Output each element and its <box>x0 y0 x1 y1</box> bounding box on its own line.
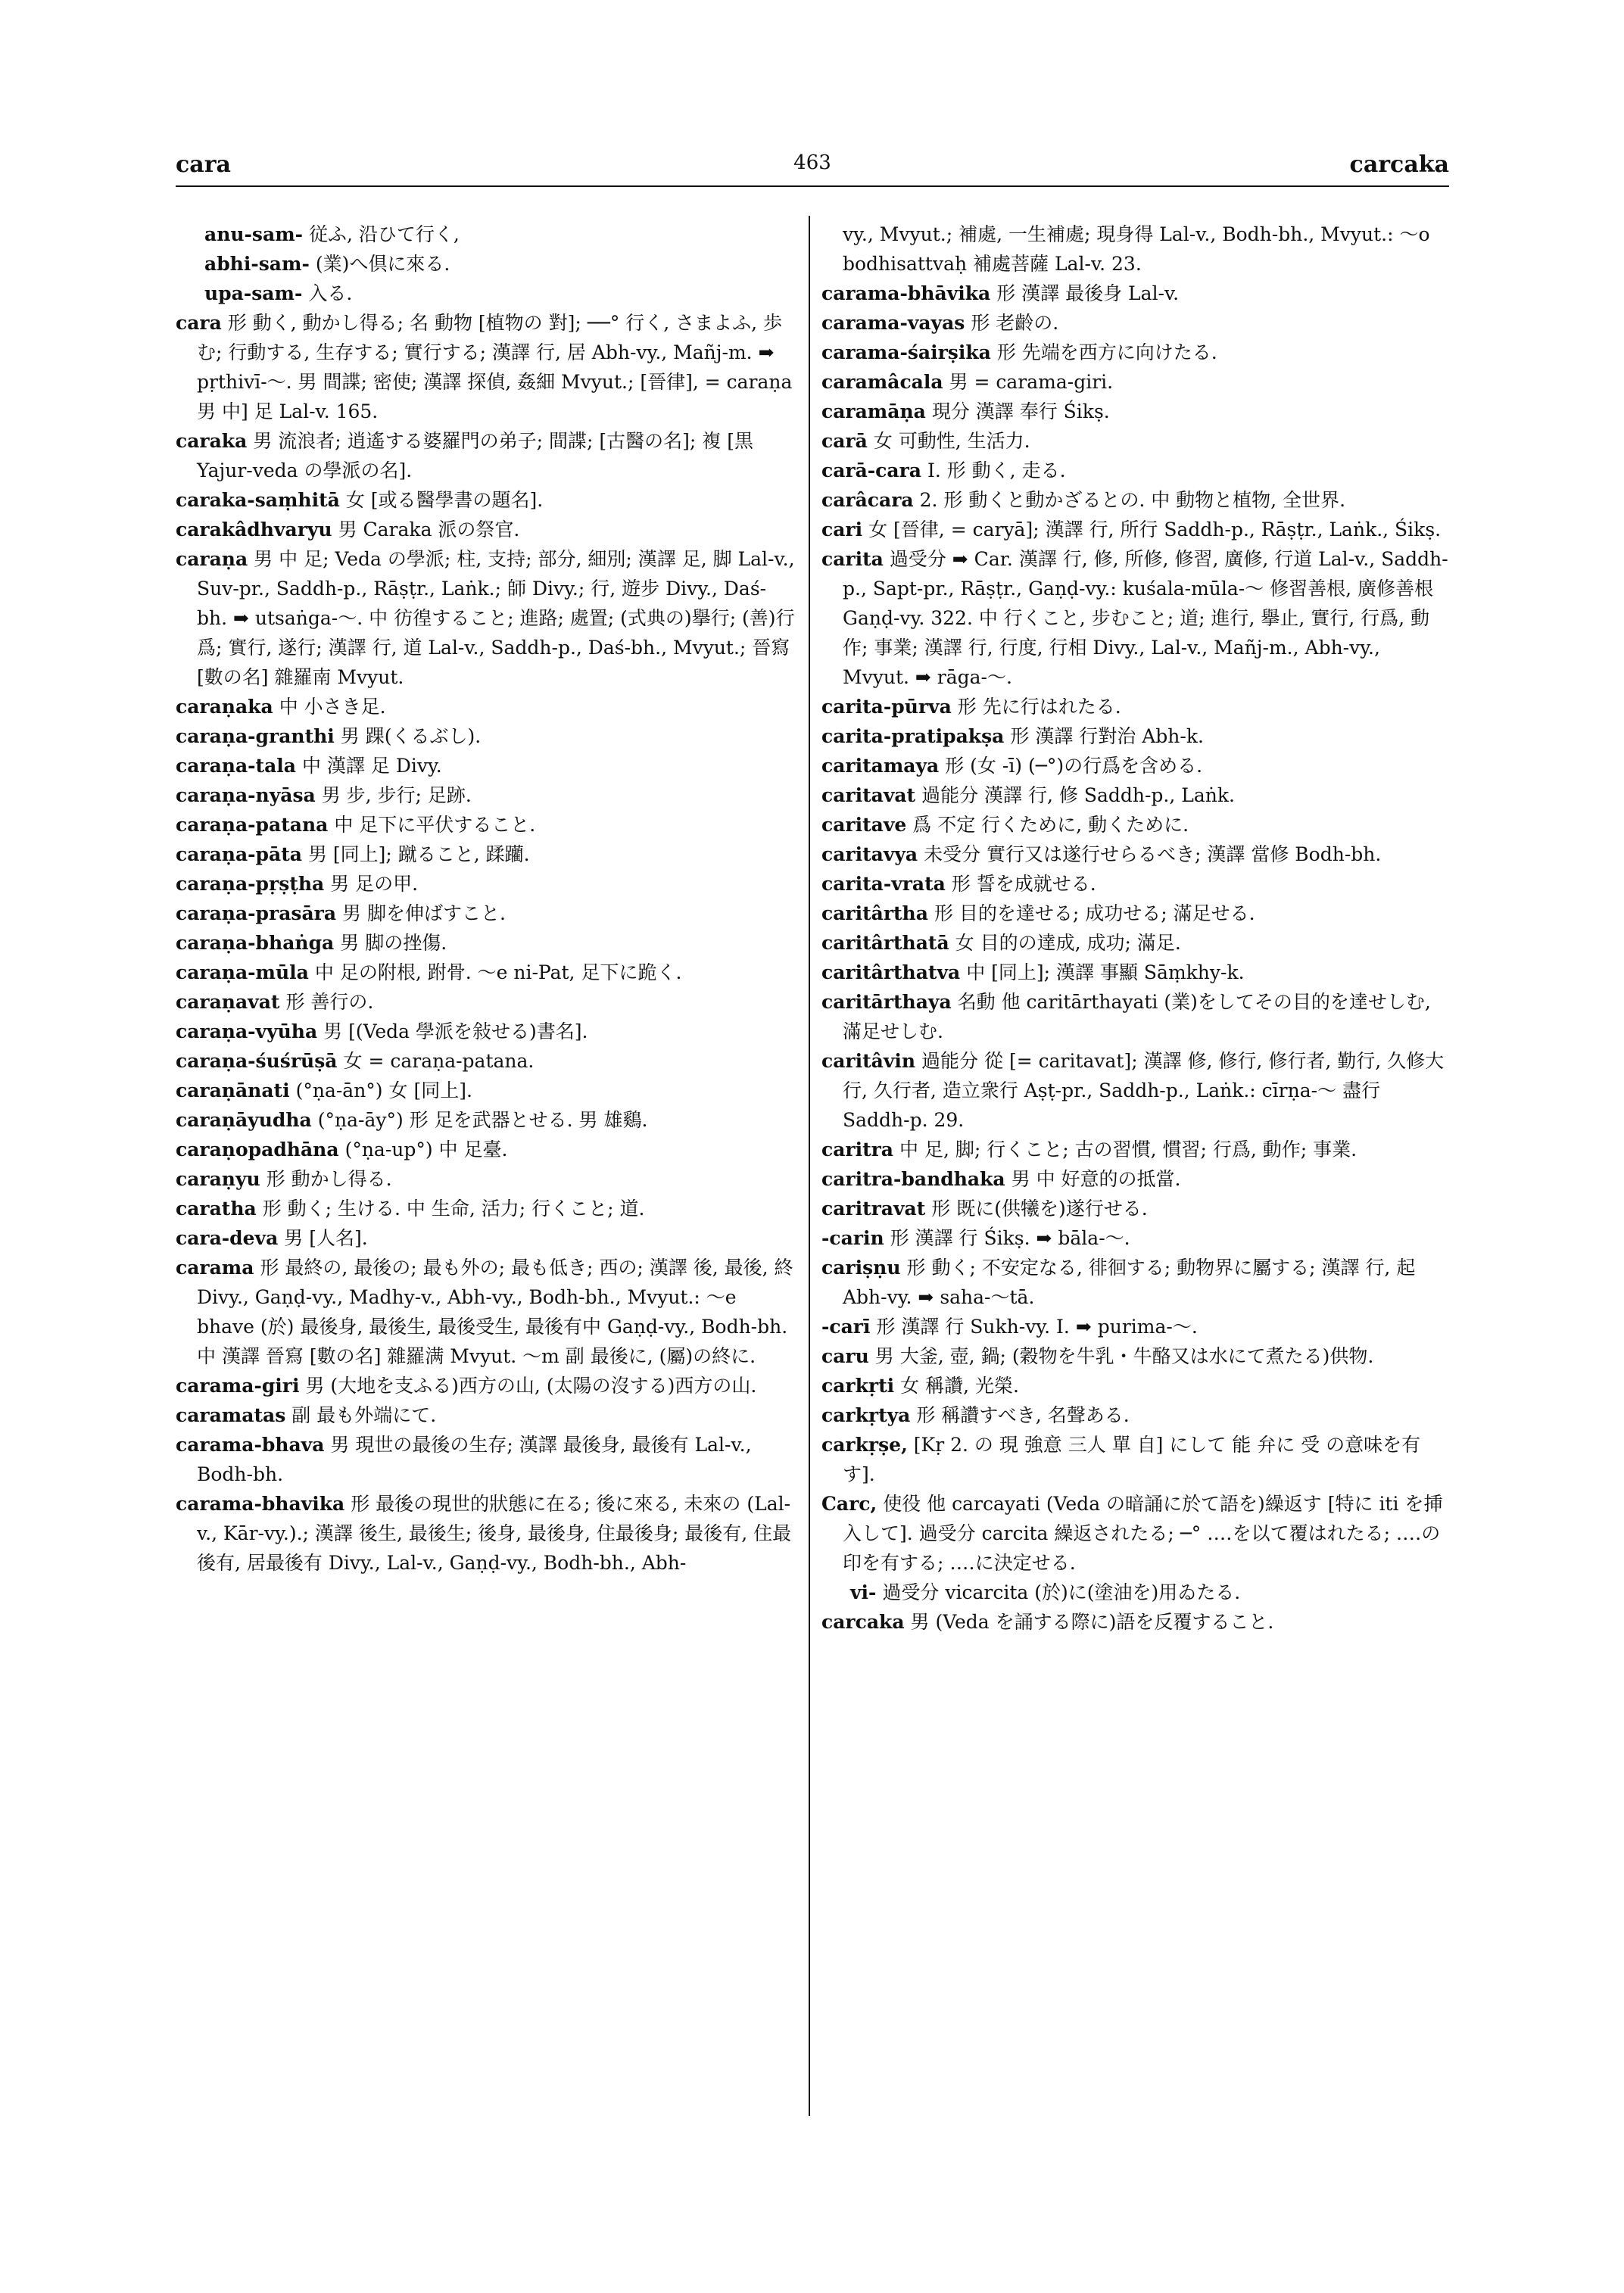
entry-definition: 形 誓を成就せる. <box>951 873 1096 895</box>
dictionary-entry <box>176 899 796 928</box>
entry-headword: caritave <box>821 814 907 836</box>
dictionary-entry <box>821 1489 1450 1578</box>
dictionary-entry <box>176 1135 796 1164</box>
dictionary-entry <box>821 515 1450 544</box>
entry-headword: carakâdhvaryu <box>176 519 332 541</box>
entry-headword: Carc, <box>821 1493 877 1515</box>
entry-headword: abhi-sam- <box>204 253 310 275</box>
entry-headword: carita-vrata <box>821 873 946 895</box>
entry-headword: caraṇa <box>176 548 248 570</box>
entry-definition: 形 動く; 不安定なる, 徘徊する; 動物界に屬する; 漢譯 行, 起 Abh-vy. ➡ saha-～tā. <box>843 1257 1416 1308</box>
entry-headword: carcaka <box>821 1611 905 1633</box>
entry-headword: caritârthatva <box>821 961 961 983</box>
entry-headword: caritârthatā <box>821 932 949 954</box>
dictionary-entry <box>821 1253 1450 1312</box>
entry-headword: caraṇa-pāta <box>176 843 302 865</box>
entry-headword: caritavat <box>821 784 916 806</box>
entry-headword: carama-bhava <box>176 1434 325 1456</box>
entry-definition: 男 (大地を支ふる)西方の山, (太陽の沒する)西方の山. <box>305 1375 757 1397</box>
entry-headword: caraṇa-nyāsa <box>176 784 316 806</box>
dictionary-entry <box>821 1046 1450 1135</box>
dictionary-entry <box>821 456 1450 485</box>
entry-definition: 副 最も外端にて. <box>291 1404 437 1426</box>
entry-headword: -carī <box>821 1316 871 1338</box>
entry-definition: 男 [人名]. <box>284 1227 368 1249</box>
entry-definition: 男 大釜, 壺, 鍋; (穀物を牛乳・牛酪又は水にて煮たる)供物. <box>874 1345 1374 1367</box>
entry-definition: 男 (Veda を誦する際に)語を反覆すること. <box>910 1611 1274 1633</box>
dictionary-entry <box>821 810 1450 840</box>
entry-definition: 男 [(Veda 學派を敍せる)書名]. <box>323 1020 588 1042</box>
dictionary-entry <box>176 1489 796 1578</box>
entry-definition: 形 最後の現世的狀態に在る; 後に來る, 未來の (Lal-v., Kār-vy.).; 漢譯 後生, 最後生; 後身, 最後身, 住最後身; 最後有, 住最後有, 居最後有 Divy., Lal-v., Gaṇḍ-vy., Bodh-bh., Abh- <box>197 1493 792 1574</box>
entry-definition: 男 流浪者; 逍遙する婆羅門の弟子; 間諜; [古醫の名]; 複 [黒 Yajur-veda の學派の名]. <box>197 430 753 481</box>
entry-definition: 形 稱讚すべき, 名聲ある. <box>916 1404 1130 1426</box>
entry-definition: 中 足, 脚; 行くこと; 古の習慣, 慣習; 行爲, 動作; 事業. <box>899 1139 1357 1161</box>
entry-definition: 形 漢譯 行 Sukh-vy. I. ➡ purima-～. <box>876 1316 1198 1338</box>
entry-definition: 形 漢譯 行 Śikṣ. ➡ bāla-～. <box>890 1227 1130 1249</box>
entry-headword: caraka-saṃhitā <box>176 489 340 511</box>
entry-definition: 中 足下に平伏すること. <box>334 814 536 836</box>
dictionary-entry <box>176 840 796 869</box>
dictionary-entry <box>176 721 796 751</box>
dictionary-entry <box>821 899 1450 928</box>
dictionary-entry <box>821 1430 1450 1489</box>
entry-headword: carama-śairṣika <box>821 341 991 363</box>
entry-definition: 過受分 ➡ Car. 漢譯 行, 修, 所修, 修習, 廣修, 行道 Lal-v., Saddh-p., Sapt-pr., Rāṣṭr., Gaṇḍ-vy.: kuśala-mūla-～ 修習善根, 廣修善根 Gaṇḍ-vy. 322. 中 行くこと, 步むこと; 道; 進行, 擧止, 實行, 行爲, 動作; 事業; 漢譯 行, 行度, 行相 Divy., Lal-v., Mañj-m., Abh-vy., Mvyut. ➡ rāga-～. <box>843 548 1448 688</box>
running-head <box>176 151 1449 189</box>
entry-headword: carā <box>821 430 868 452</box>
entry-headword: caraṇa-vyūha <box>176 1020 318 1042</box>
dictionary-entry <box>176 1076 796 1105</box>
entry-headword: caraṇa-bhaṅga <box>176 932 335 954</box>
entry-headword: caritamaya <box>821 755 940 777</box>
dictionary-entry <box>176 1194 796 1223</box>
header-right-word: carcaka <box>1349 151 1449 178</box>
dictionary-entry <box>176 485 796 515</box>
dictionary-entry <box>821 426 1450 456</box>
entry-definition: 女 目的の達成, 成功; 滿足. <box>955 932 1181 954</box>
entry-definition: I. 形 動く, 走る. <box>927 460 1066 481</box>
dictionary-entry <box>176 1400 796 1430</box>
entry-definition: (°ṇa-āy°) 形 足を武器とせる. 男 雄鷄. <box>317 1109 648 1131</box>
entry-headword: cariṣṇu <box>821 1257 901 1279</box>
entry-headword: caramâcala <box>821 371 943 393</box>
dictionary-entry <box>176 544 796 692</box>
entry-definition: 形 先端を西方に向けたる. <box>996 341 1217 363</box>
dictionary-entry <box>176 1017 796 1046</box>
dictionary-entry <box>176 249 796 279</box>
entry-headword: caraka <box>176 430 248 452</box>
entry-headword: caraṇa-śuśrūṣā <box>176 1050 338 1072</box>
entry-definition: 男 中 好意的の抵當. <box>1011 1168 1181 1190</box>
entry-definition: 女 [晉律, = caryā]; 漢譯 行, 所行 Saddh-p., Rāṣṭr., Laṅk., Śikṣ. <box>868 519 1442 541</box>
entry-headword: cari <box>821 519 863 541</box>
entry-headword: caritra-bandhaka <box>821 1168 1005 1190</box>
dictionary-entry <box>176 220 796 249</box>
entry-headword: anu-sam- <box>204 223 304 245</box>
dictionary-entry <box>821 1223 1450 1253</box>
entry-definition: 入る. <box>308 282 353 304</box>
dictionary-entry <box>821 721 1450 751</box>
dictionary-entry <box>176 515 796 544</box>
dictionary-entry <box>821 485 1450 515</box>
entry-headword: caritavya <box>821 843 918 865</box>
dictionary-entry <box>821 692 1450 721</box>
dictionary-entry <box>176 1253 796 1371</box>
entry-headword: carita-pūrva <box>821 696 952 718</box>
column-divider <box>809 216 810 2116</box>
entry-definition: 女 = caraṇa-patana. <box>343 1050 535 1072</box>
entry-definition: 未受分 實行又は遂行せらるべき; 漢譯 當修 Bodh-bh. <box>924 843 1382 865</box>
entry-definition: 中 小さき足. <box>279 696 386 718</box>
dictionary-entry <box>821 1607 1450 1637</box>
entry-headword: caraṇa-pṛṣṭha <box>176 873 325 895</box>
entry-definition: 2. 形 動くと動かざるとの. 中 動物と植物, 全世界. <box>919 489 1346 511</box>
entry-definition: 女 可動性, 生活力. <box>873 430 1030 452</box>
dictionary-entry <box>176 1164 796 1194</box>
entry-definition: 中 足の附根, 跗骨. ～e ni-Pat, 足下に跪く. <box>314 961 682 983</box>
entry-headword: caraṇa-mūla <box>176 961 309 983</box>
entry-definition: 形 動かし得る. <box>266 1168 392 1190</box>
entry-definition: 形 先に行はれたる. <box>957 696 1121 718</box>
entry-headword: caraṇānati <box>176 1080 290 1101</box>
entry-headword: caritārthaya <box>821 991 952 1013</box>
entry-definition: 男 步, 步行; 足跡. <box>321 784 472 806</box>
entry-headword: caraṇopadhāna <box>176 1139 339 1161</box>
dictionary-entry <box>176 780 796 810</box>
left-column <box>176 220 796 2248</box>
dictionary-entry <box>176 426 796 485</box>
entry-definition: 男 脚の挫傷. <box>340 932 447 954</box>
dictionary-entry <box>176 692 796 721</box>
dictionary-entry <box>176 1223 796 1253</box>
dictionary-entry <box>176 1046 796 1076</box>
entry-definition: 過受分 vicarcita (於)に(塗油を)用ゐたる. <box>882 1581 1241 1603</box>
entry-definition: 男 踝(くるぶし). <box>340 725 482 747</box>
entry-headword: caramāṇa <box>821 400 926 422</box>
entry-definition: 従ふ, 沿ひて行く, <box>309 223 460 245</box>
dictionary-entry <box>821 279 1450 308</box>
dictionary-entry <box>821 544 1450 692</box>
page-number: 463 <box>793 151 831 174</box>
entry-definition: 爲 不定 行くために, 動くために. <box>912 814 1189 836</box>
entry-headword: carkṛṣe, <box>821 1434 908 1456</box>
entry-headword: caraṇa-tala <box>176 755 296 777</box>
dictionary-entry <box>176 869 796 899</box>
entry-definition: 形 動く, 動かし得る; 名 動物 [植物の 對]; ──° 行く, さまよふ, 歩む; 行動する, 生存する; 實行する; 漢譯 行, 居 Abh-vy., Mañj-m. ➡ pṛthivī-～. 男 間諜; 密使; 漢譯 探偵, 姦細 Mvyut.; [晉律], = caraṇa 男 中] 足 Lal-v. 165. <box>197 312 793 422</box>
dictionary-entry <box>176 1105 796 1135</box>
entry-definition: 男 現世の最後の生存; 漢譯 最後身, 最後有 Lal-v., Bodh-bh. <box>197 1434 752 1485</box>
dictionary-entry <box>821 958 1450 987</box>
dictionary-entry <box>821 751 1450 780</box>
entry-definition: 女 稱讚, 光榮. <box>900 1375 1019 1397</box>
entry-headword: carama-bhavika <box>176 1493 345 1515</box>
entry-definition: 男 中 足; Veda の學派; 柱, 支持; 部分, 細別; 漢譯 足, 脚 Lal-v., Suv-pr., Saddh-p., Rāṣṭr., Laṅk.; 師 Divy.; 行, 遊步 Divy., Daś-bh. ➡ utsaṅga-～. 中 彷徨すること; 進路; 處置; (式典の)擧行; (善)行爲; 實行, 遂行; 漢譯 行, 道 Lal-v., Saddh-p., Daś-bh., Mvyut.; 晉寫 [數の名] 雜羅南 Mvyut. <box>197 548 795 688</box>
entry-headword: caramatas <box>176 1404 286 1426</box>
entry-headword: caratha <box>176 1198 257 1220</box>
entry-headword: caritra <box>821 1139 894 1161</box>
dictionary-entry <box>176 810 796 840</box>
entry-definition: 形 老齡の. <box>971 312 1059 334</box>
entry-definition: (業)へ倶に來る. <box>315 253 450 275</box>
entry-definition: 現分 漢譯 奉行 Śikṣ. <box>931 400 1110 422</box>
header-left-word: cara <box>176 151 231 178</box>
dictionary-entry <box>176 928 796 958</box>
entry-headword: caritâvin <box>821 1050 916 1072</box>
entry-headword: caritârtha <box>821 902 928 924</box>
entry-definition: 形 善行の. <box>285 991 374 1013</box>
right-column <box>821 220 1450 2248</box>
entry-definition: 形 目的を達せる; 成功せる; 滿足せる. <box>934 902 1255 924</box>
entry-headword: cara-deva <box>176 1227 279 1249</box>
dictionary-entry <box>821 367 1450 397</box>
entry-definition: 男 = carama-giri. <box>949 371 1114 393</box>
entry-headword: carama-vayas <box>821 312 965 334</box>
entry-headword: carkṛti <box>821 1375 895 1397</box>
entry-headword: caraṇāyudha <box>176 1109 312 1131</box>
entry-definition: 形 漢譯 最後身 Lal-v. <box>996 282 1180 304</box>
dictionary-entry <box>821 840 1450 869</box>
entry-definition: [Kṛ 2. の 現 強意 三人 單 自] にして 能 弁に 受 の意味を有す]. <box>843 1434 1421 1485</box>
entry-headword: caraṇa-patana <box>176 814 329 836</box>
entry-headword: carama-giri <box>176 1375 300 1397</box>
entry-definition: 女 [或る醫學書の題名]. <box>345 489 544 511</box>
entry-definition: 男 Caraka 派の祭官. <box>338 519 520 541</box>
entry-headword: -carin <box>821 1227 884 1249</box>
dictionary-entry <box>176 1371 796 1400</box>
dictionary-entry <box>821 987 1450 1046</box>
dictionary-entry <box>821 1312 1450 1341</box>
entry-definition: 形 (女 -ī) (─°)の行爲を含める. <box>945 755 1203 777</box>
dictionary-entry <box>821 780 1450 810</box>
dictionary-entry <box>176 308 796 426</box>
dictionary-entry <box>176 751 796 780</box>
entry-headword: carā-cara <box>821 460 921 481</box>
entry-headword: carama-bhāvika <box>821 282 991 304</box>
dictionary-entry <box>821 308 1450 338</box>
entry-definition: 形 動く; 生ける. 中 生命, 活力; 行くこと; 道. <box>262 1198 645 1220</box>
entry-headword: caru <box>821 1345 869 1367</box>
entry-headword: caraṇavat <box>176 991 280 1013</box>
dictionary-entry <box>821 1194 1450 1223</box>
dictionary-entry <box>821 1341 1450 1371</box>
entry-definition: vy., Mvyut.; 補處, 一生補處; 現身得 Lal-v., Bodh-bh., Mvyut.: ～o bodhisattvaḥ 補處菩薩 Lal-v. 23. <box>843 223 1430 275</box>
entry-headword: caraṇa-prasāra <box>176 902 337 924</box>
entry-definition: 男 脚を伸ばすこと. <box>342 902 506 924</box>
entry-definition: (°ṇa-ān°) 女 [同上]. <box>295 1080 472 1101</box>
dictionary-entry <box>821 220 1450 279</box>
dictionary-entry <box>821 1164 1450 1194</box>
entry-headword: carita <box>821 548 884 570</box>
entry-headword: cara <box>176 312 222 334</box>
entry-definition: 形 漢譯 行對治 Abh-k. <box>1010 725 1204 747</box>
dictionary-entry <box>821 1400 1450 1430</box>
entry-headword: carâcara <box>821 489 914 511</box>
entry-definition: 名動 他 caritārthayati (業)をしてその目的を達せしむ, 滿足せしむ. <box>843 991 1431 1042</box>
entry-headword: caraṇyu <box>176 1168 260 1190</box>
dictionary-entry <box>176 1430 796 1489</box>
entry-definition: 過能分 從 [= caritavat]; 漢譯 修, 修行, 修行者, 勤行, 久修大行, 久行者, 造立衆行 Aṣṭ-pr., Saddh-p., Laṅk.: cīrṇa-～ 盡行 Saddh-p. 29. <box>843 1050 1445 1131</box>
entry-definition: (°ṇa-up°) 中 足臺. <box>344 1139 508 1161</box>
entry-headword: carkṛtya <box>821 1404 911 1426</box>
entry-definition: 過能分 漢譯 行, 修 Saddh-p., Laṅk. <box>921 784 1235 806</box>
entry-definition: 中 漢譯 足 Divy. <box>301 755 442 777</box>
dictionary-entry <box>821 1135 1450 1164</box>
entry-headword: upa-sam- <box>204 282 303 304</box>
entry-headword: caraṇa-granthi <box>176 725 335 747</box>
dictionary-entry <box>176 958 796 987</box>
dictionary-entry <box>821 928 1450 958</box>
entry-headword: carama <box>176 1257 254 1279</box>
entry-headword: caraṇaka <box>176 696 273 718</box>
entry-definition: 使役 他 carcayati (Veda の暗誦に於て語を)繰返す [特に iti を挿入して]. 過受分 carcita 繰返されたる; ─° ‥‥を以て覆はれたる; ‥‥の印を有する; ‥‥に決定せる. <box>843 1493 1443 1574</box>
header-rule <box>176 185 1449 187</box>
dictionary-entry <box>176 279 796 308</box>
entry-definition: 男 足の甲. <box>330 873 419 895</box>
entry-headword: vi- <box>850 1581 877 1603</box>
dictionary-entry <box>821 869 1450 899</box>
entry-headword: carita-pratipakṣa <box>821 725 1005 747</box>
entry-definition: 男 [同上]; 蹴ること, 蹂躪. <box>307 843 530 865</box>
entry-definition: 形 最終の, 最後の; 最も外の; 最も低き; 西の; 漢譯 後, 最後, 終 Divy., Gaṇḍ-vy., Madhy-v., Abh-vy., Bodh-bh., Mvyut.: ～e bhave (於) 最後身, 最後生, 最後受生, 最後有中 Gaṇḍ-vy., Bodh-bh. 中 漢譯 晉寫 [數の名] 雜羅满 Mvyut. ～m 副 最後に, (屬)の終に. <box>197 1257 793 1367</box>
entry-definition: 形 既に(供犧を)遂行せる. <box>931 1198 1148 1220</box>
dictionary-entry <box>821 1578 1450 1607</box>
dictionary-entry <box>821 397 1450 426</box>
entry-definition: 中 [同上]; 漢譯 事顯 Sāṃkhy-k. <box>966 961 1245 983</box>
dictionary-entry <box>821 1371 1450 1400</box>
dictionary-entry <box>176 987 796 1017</box>
entry-headword: caritravat <box>821 1198 926 1220</box>
dictionary-entry <box>821 338 1450 367</box>
